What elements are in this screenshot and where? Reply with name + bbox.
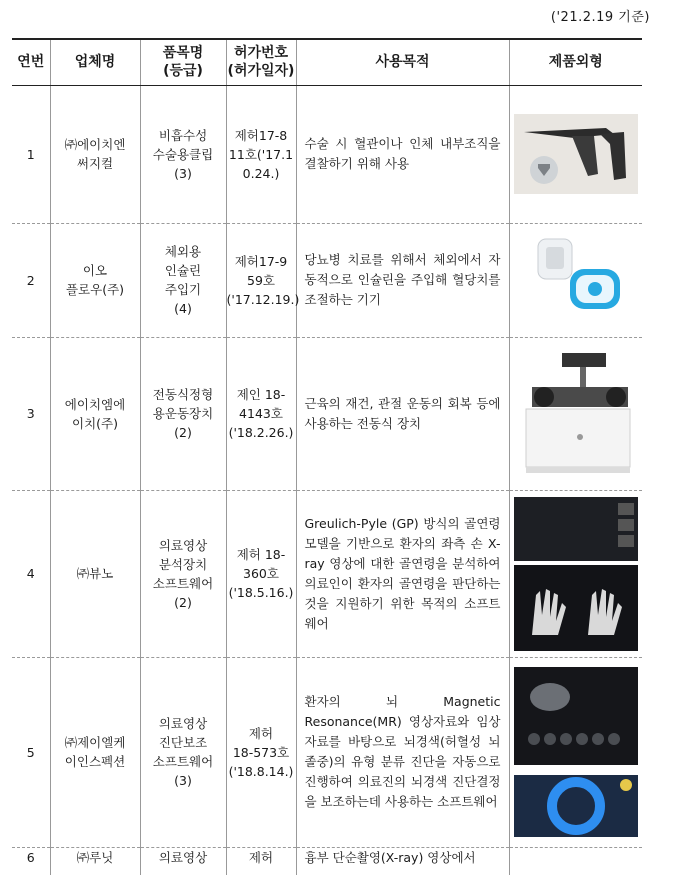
table-row (12, 657, 642, 847)
purpose-text: 수술 시 혈관이나 인체 내부조직을 결찰하기 위해 사용 (296, 85, 509, 223)
table-row (12, 337, 642, 490)
header-purpose: 사용목적 (296, 39, 509, 85)
table-row (12, 85, 642, 223)
company-name: 이오 플로우(주) (50, 223, 140, 337)
company-name: ㈜루닛 (50, 847, 140, 875)
row-no: 1 (12, 85, 50, 223)
permit-number: 제허17-8 11호('17.1 0.24.) (226, 85, 296, 223)
permit-number: 제인 18- 4143호 ('18.2.26.) (226, 337, 296, 490)
table-row (12, 847, 642, 875)
header-row (12, 39, 642, 85)
company-name: ㈜뷰노 (50, 490, 140, 657)
insulin-pump-image (514, 233, 638, 327)
permit-number: 제허 18-573호 ('18.8.14.) (226, 657, 296, 847)
row-no: 3 (12, 337, 50, 490)
motorized-exercise-device-image (514, 349, 638, 479)
header-product: 품목명 (등급) (140, 39, 226, 85)
surgical-clip-applier-image (514, 114, 638, 194)
company-name: ㈜에이치엔 써지컬 (50, 85, 140, 223)
product-name: 의료영상 분석장치 소프트웨어 (2) (140, 490, 226, 657)
header-company: 업체명 (50, 39, 140, 85)
date-note: ('21.2.19 기준) (550, 10, 650, 25)
purpose-text: 당뇨병 치료를 위해서 체외에서 자동적으로 인슐린을 주입해 혈당치를 조절하는 기기 (296, 223, 509, 337)
product-name: 의료영상 진단보조 소프트웨어 (3) (140, 657, 226, 847)
company-name: 에이치엠에 이치(주) (50, 337, 140, 490)
permit-number: 제허17-9 59호 ('17.12.19.) (226, 223, 296, 337)
header-appearance: 제품외형 (509, 39, 642, 85)
purpose-text: 흉부 단순촬영(X-ray) 영상에서 (296, 847, 509, 875)
header-permit: 허가번호 (허가일자) (226, 39, 296, 85)
row-no: 4 (12, 490, 50, 657)
row-no: 6 (12, 847, 50, 875)
approval-table (12, 38, 642, 875)
table-row (12, 223, 642, 337)
product-name: 비흡수성 수술용클립 (3) (140, 85, 226, 223)
row-no: 2 (12, 223, 50, 337)
bone-age-software-screenshot (514, 495, 638, 653)
product-name: 전동식정형 용운동장치 (2) (140, 337, 226, 490)
purpose-text: Greulich-Pyle (GP) 방식의 골연령 모델을 기반으로 환자의 좌측 손 X-ray 영상에 대한 골연령을 분석하여 의료인이 환자의 골연령을 판단하는 것을 지원하기 위한 목적의 소프트웨어 (296, 490, 509, 657)
product-name: 체외용 인슐린 주입기 (4) (140, 223, 226, 337)
permit-number: 제허 (226, 847, 296, 875)
company-name: ㈜제이엘케 이인스펙션 (50, 657, 140, 847)
purpose-text: 근육의 재건, 관절 운동의 회복 등에 사용하는 전동식 장치 (296, 337, 509, 490)
table-row (12, 490, 642, 657)
product-name: 의료영상 (140, 847, 226, 875)
header-no: 연번 (12, 39, 50, 85)
permit-number: 제허 18- 360호 ('18.5.16.) (226, 490, 296, 657)
row-no: 5 (12, 657, 50, 847)
stroke-diagnosis-software-screenshot (514, 663, 638, 841)
purpose-text: 환자의 뇌 Magnetic Resonance(MR) 영상자료와 임상자료를 바탕으로 뇌경색(허혈성 뇌졸중)의 유형 분류 진단을 자동으로 진행하여 의료진의 뇌경색 진단결정을 보조하는데 사용하는 소프트웨어 (296, 657, 509, 847)
